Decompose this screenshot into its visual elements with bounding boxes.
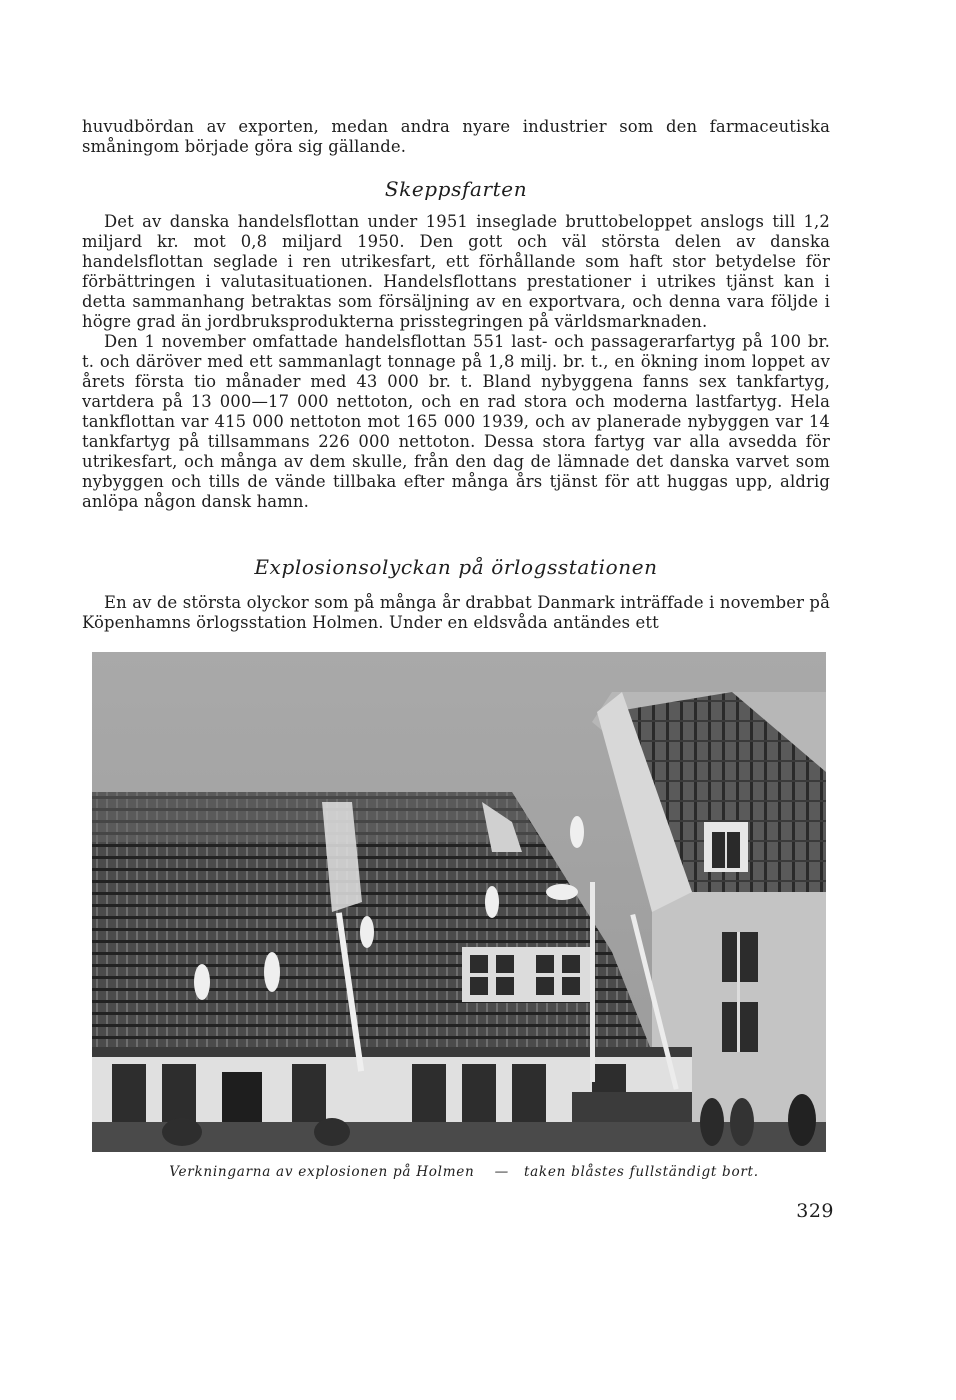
- caption-right: taken blåstes fullständigt bort.: [523, 1164, 759, 1180]
- caption-dash: —: [494, 1164, 509, 1180]
- paragraph: huvudbördan av exporten, medan andra nyare industrier som den farmaceutiska småningom började göra sig gällande.: [82, 117, 830, 156]
- section-body-skeppsfarten: [82, 212, 830, 512]
- opening-paragraph: [82, 117, 830, 157]
- caption-left: Verkningarna av explosionen på Holmen: [169, 1164, 475, 1180]
- paragraph: En av de största olyckor som på många år drabbat Danmark inträffade i november på Köpenhamns örlogsstation Holmen. Under en eldsvåda antändes ett: [82, 593, 830, 632]
- section-heading-explosion: Explosionsolyckan på örlogsstationen: [254, 555, 658, 579]
- explosion-photograph: [92, 652, 826, 1152]
- paragraph: Det av danska handelsflottan under 1951 inseglade bruttobeloppet anslogs till 1,2 miljard kr. mot 0,8 miljard 1950. Den gott och väl största delen av danska handelsflottan seglade i ren utrikesfart, ett förhållande som haft stor betydelse för förbättringen i valutasituationen. Handelsflottans prestationer i utrikes tjänst kan i detta sammanhang betraktas som försäljning av en exportvara, och denna vara följde i högre grad än jordbruksprodukterna prisstegringen på världsmarknaden.: [82, 212, 830, 331]
- paragraph: Den 1 november omfattade handelsflottan 551 last- och passagerarfartyg på 100 br. t. och däröver med ett sammanlagt tonnage på 1,8 milj. br. t., en ökning inom loppet av årets första tio månader med 43 000 br. t. Bland nybyggena fanns sex tankfartyg, vartdera på 13 000—17 000 nettoton, och en rad stora och moderna lastfartyg. Hela tankflottan var 415 000 nettoton mot 165 000 1939, och av planerade nybyggen var 14 tankfartyg på tillsammans 226 000 nettoton. Dessa stora fartyg var alla avsedda för utrikesfart, och många av dem skulle, från den dag de lämnade det danska varvet som nybyggen och tills de vände tillbaka efter många års tjänst för att huggas upp, aldrig anlöpa någon dansk hamn.: [82, 332, 830, 511]
- page-number: 329: [796, 1200, 834, 1222]
- section-heading-skeppsfarten: Skeppsfarten: [384, 177, 528, 201]
- photo-illustration: [92, 652, 826, 1152]
- section-body-explosion: [82, 593, 830, 633]
- photo-caption: [92, 1164, 836, 1180]
